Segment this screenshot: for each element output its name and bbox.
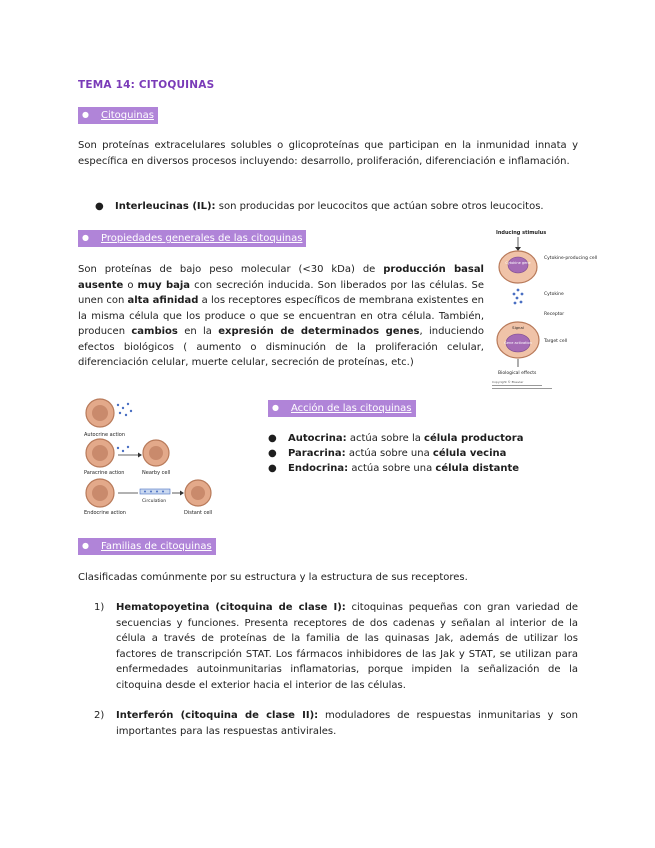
action-text: actúa sobre una [345, 448, 433, 459]
autocrine-nucleus [92, 405, 108, 421]
action-text: actúa sobre la [346, 433, 425, 444]
intro-paragraph: Son proteínas extracelulares solubles o glicoproteínas que participan en la inmunidad innata y específica en diversos procesos incluyendo: desarrollo, proliferación, diferenciación e inflamación. [78, 140, 578, 167]
bold-run: expresión de determinados genes [218, 326, 420, 337]
signal-label: Signal [512, 325, 524, 330]
interleucinas-item [95, 199, 575, 215]
action-term: Autocrina: [288, 433, 347, 444]
interleucinas-text: son producidas por leucocitos que actúan sobre otros leucocitos. [215, 201, 544, 212]
section-heading-text: Acción de las citoquinas [290, 403, 412, 414]
text-run: en la [177, 326, 219, 337]
receptor-label: Receptor [544, 312, 565, 317]
list-number: 2) [94, 710, 105, 721]
family-text: moduladores de respuestas inmunitarias y son importantes para las respuestas antivirales. [116, 710, 578, 737]
text-run: a los receptores específicos de membrana existentes en la misma célula que los produce o que se encuentran en otra célula. También, producen [78, 295, 484, 337]
bullet: ● [82, 541, 89, 550]
page-title: TEMA 14: CITOQUINAS [78, 79, 215, 91]
arrow-head [138, 453, 142, 458]
action-bold: célula vecina [432, 448, 507, 459]
arrow-head [515, 247, 521, 251]
propiedades-paragraph [78, 262, 484, 371]
section-heading-familias [78, 538, 216, 555]
cytokine-dots [513, 289, 524, 305]
section-heading-text: Familias de citoquinas [100, 541, 212, 552]
familias-intro: Clasificadas comúnmente por su estructura y la estructura de sus receptores. [78, 572, 468, 583]
action-item-paracrina [268, 446, 588, 462]
cytokine-gene-label: Cytokine gene [505, 261, 531, 265]
producing-cell-label: Cytokine-producing cell [544, 256, 598, 261]
inducing-label: Inducing stimulus [496, 230, 547, 236]
family-item-interferon [94, 708, 578, 739]
action-bold: célula distante [435, 463, 520, 474]
text-run: Son proteínas de bajo peso molecular (<30 kDa) de [78, 264, 384, 275]
producing-nucleus [508, 257, 528, 273]
section-heading-text: Propiedades generales de las citoquinas [100, 233, 303, 244]
target-cell-label: Target cell [544, 339, 568, 344]
paracrine-nucleus [92, 445, 108, 461]
caption-lines [492, 385, 552, 389]
family-term: Interferón (citoquina de clase II): [116, 710, 319, 721]
autocrine-dots [117, 403, 132, 416]
nearby-nucleus [149, 446, 163, 460]
bullet: ● [268, 463, 277, 474]
action-item-autocrina [268, 431, 588, 447]
family-text: citoquinas pequeñas con gran variedad de secuencias y funciones. Presenta receptores de dos cadenas y señalan al interior de la célula a través de proteínas de la familia de las quinasas Jak, además de utilizar los factores de transcripción STAT. Los fármacos inhibidores de las Jak y STAT, se utilizan para enfermedades autoinmunitarias inflamatorias, porque impiden la señalización de la citoquina desde el exterior hacia el interior de las células. [116, 602, 578, 691]
action-term: Paracrina: [288, 448, 346, 459]
bullet: ● [268, 448, 277, 459]
paracrine-dots [117, 446, 129, 452]
cytokine-label: Cytokine [544, 292, 564, 297]
text-run: con secreción inducida. Son liberados por las células. Se unen con [78, 279, 484, 306]
action-item-endocrina [268, 461, 588, 477]
bold-run: alta afinidad [127, 295, 199, 306]
bold-run: cambios [131, 326, 178, 337]
section-heading-citoquinas [78, 107, 158, 124]
bold-run: muy baja [137, 279, 191, 291]
interleucinas-term: Interleucinas (IL): [115, 201, 216, 212]
section-heading-propiedades [78, 230, 306, 247]
distant-label: Distant cell [184, 510, 213, 516]
bullet: ● [82, 110, 89, 119]
bullet: ● [272, 403, 279, 412]
arrow-head [180, 491, 184, 496]
bio-effects-label: Biological effects [498, 371, 537, 376]
circulation-label: Circulation [142, 499, 167, 504]
bullet: ● [268, 433, 277, 444]
action-bold: célula productora [424, 433, 524, 444]
action-diagram [80, 393, 250, 523]
section-heading-text: Citoquinas [100, 110, 154, 121]
gene-activation-label: Gene activation [504, 341, 532, 345]
text-run: , induciendo efectos biológicos ( aumento o disminución de la proliferación celular, diferenciación celular, muerte celular, secreción de proteínas, etc.) [78, 326, 484, 368]
bullet: ● [95, 201, 104, 212]
family-term: Hematopoyetina (citoquina de clase I): [116, 602, 346, 613]
endocrine-label: Endocrine action [84, 510, 126, 516]
action-term: Endocrina: [288, 463, 349, 474]
paracrine-label: Paracrine action [84, 470, 125, 476]
endocrine-nucleus [92, 485, 108, 501]
autocrine-label: Autocrine action [84, 432, 126, 438]
text-run: o [123, 279, 138, 291]
copyright-caption: Copyright © Elsevier [492, 380, 524, 384]
family-item-hematopoyetina [94, 600, 578, 693]
action-text: actúa sobre una [348, 463, 436, 474]
bold-run: producción basal ausente [78, 264, 484, 291]
cytokine-diagram [488, 225, 628, 395]
bullet: ● [82, 233, 89, 242]
list-number: 1) [94, 602, 105, 613]
section-heading-accion [268, 400, 416, 417]
nearby-label: Nearby cell [142, 470, 171, 476]
distant-nucleus [191, 486, 205, 500]
